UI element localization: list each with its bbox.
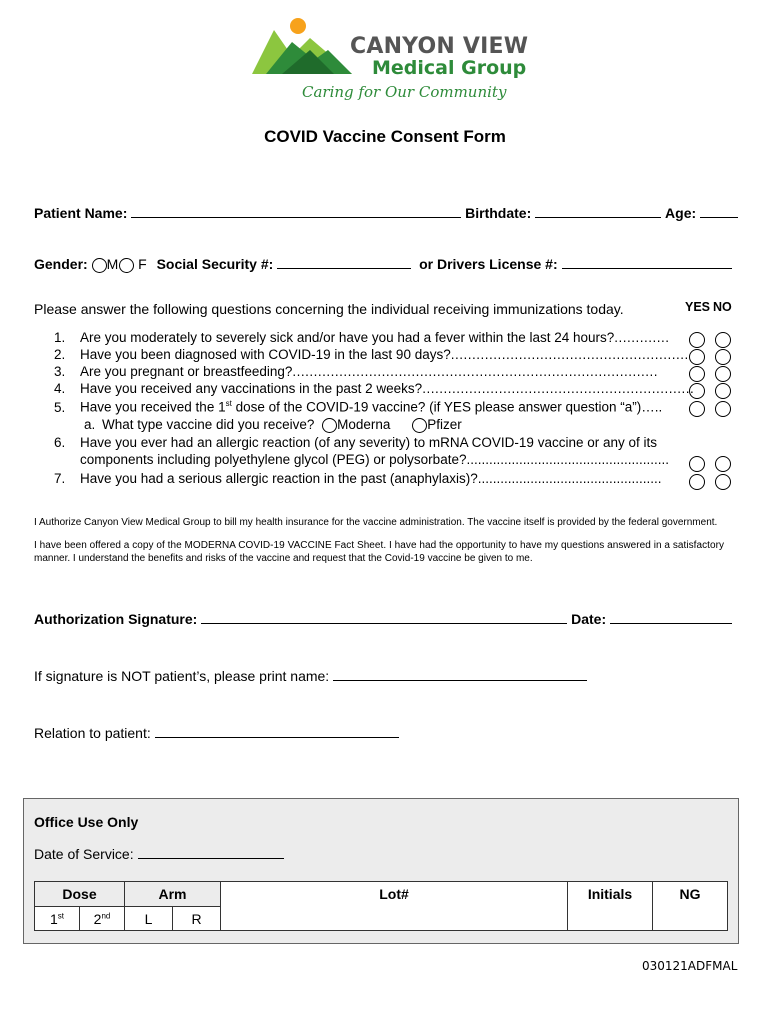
initials-header: Initials xyxy=(568,882,653,907)
question-text: Are you pregnant or breastfeeding? xyxy=(80,364,293,379)
auth-signature-field[interactable] xyxy=(201,611,567,624)
fact-sheet-text: I have been offered a copy of the MODERNA COVID-19 VACCINE Fact Sheet. I have had the opportunity to have my questions answered in a satisfactory manner. I understand the benefits and risks of the vaccine and request that the Covid-19 vaccine be given to me. xyxy=(34,540,725,564)
age-field[interactable] xyxy=(700,205,738,218)
gender-m-label: M xyxy=(106,256,119,272)
question-4: 4. Have you received any vaccinations in the past 2 weeks?................................................................ xyxy=(54,381,695,396)
logo-mountain-icon xyxy=(252,16,352,76)
yes-header: YES xyxy=(685,300,711,314)
patient-name-field[interactable] xyxy=(131,205,461,218)
logo-name: CANYON VIEW xyxy=(350,34,529,59)
logo-subname: Medical Group xyxy=(372,57,527,79)
authorize-text: I Authorize Canyon View Medical Group to bill my health insurance for the vaccine administration. The vaccine itself is provided by the federal government. xyxy=(34,517,718,528)
relation-field[interactable] xyxy=(155,725,399,738)
drivers-license-label: or Drivers License #: xyxy=(419,256,558,272)
lot-cell[interactable] xyxy=(221,907,568,931)
q5-yes-radio[interactable] xyxy=(689,401,705,417)
gender-m-radio[interactable] xyxy=(92,258,107,273)
initials-cell[interactable] xyxy=(568,907,653,931)
q2-yes-radio[interactable] xyxy=(689,349,705,365)
office-title: Office Use Only xyxy=(34,814,139,830)
gender-row xyxy=(34,256,732,273)
age-label: Age: xyxy=(665,205,697,221)
print-name-label: If signature is NOT patient’s, please print name: xyxy=(34,668,330,684)
ng-header: NG xyxy=(653,882,728,907)
question-text: Are you moderately to severely sick and/or have you had a fever within the last 24 hours? xyxy=(80,330,615,345)
patient-name-label: Patient Name: xyxy=(34,205,128,221)
question-5a: a. What type vaccine did you receive? Moderna Pfizer xyxy=(84,417,462,432)
instructions: Please answer the following questions concerning the individual receiving immunizations today. xyxy=(34,301,624,317)
q2-no-radio[interactable] xyxy=(715,349,731,365)
question-1: 1. Are you moderately to severely sick and/or have you had a fever within the last 24 hours?............. xyxy=(54,330,670,345)
q3-yes-radio[interactable] xyxy=(689,366,705,382)
date-field[interactable] xyxy=(610,611,732,624)
q3-no-radio[interactable] xyxy=(715,366,731,382)
question-2: 2. Have you been diagnosed with COVID-19 in the last 90 days?........................................................ xyxy=(54,347,689,362)
relation-label: Relation to patient: xyxy=(34,725,151,741)
birthdate-label: Birthdate: xyxy=(465,205,532,221)
dose-1st-cell[interactable]: 1st xyxy=(35,907,80,931)
form-code: 030121ADFMAL xyxy=(642,959,738,973)
gender-f-label: F xyxy=(138,256,147,272)
moderna-radio[interactable] xyxy=(322,418,337,433)
signature-row xyxy=(34,611,732,627)
question-7: 7. Have you had a serious allergic reaction in the past (anaphylaxis)?................................................. xyxy=(54,471,662,486)
drivers-license-field[interactable] xyxy=(562,256,732,269)
patient-info-row xyxy=(34,205,738,221)
gender-f-radio[interactable] xyxy=(119,258,134,273)
question-6-cont: components including polyethylene glycol (PEG) or polysorbate?...................................................... xyxy=(80,452,670,467)
office-use-box xyxy=(23,798,739,944)
q5-no-radio[interactable] xyxy=(715,401,731,417)
question-text: Have you received any vaccinations in the past 2 weeks? xyxy=(80,381,423,396)
dose-2nd-cell[interactable]: 2nd xyxy=(80,907,125,931)
q7-no-radio[interactable] xyxy=(715,474,731,490)
gender-label: Gender: xyxy=(34,256,88,272)
print-name-row xyxy=(34,668,587,684)
q6-no-radio[interactable] xyxy=(715,456,731,472)
print-name-field[interactable] xyxy=(333,668,587,681)
auth-signature-label: Authorization Signature: xyxy=(34,611,198,627)
q7-yes-radio[interactable] xyxy=(689,474,705,490)
dose-table xyxy=(34,881,728,931)
ssn-field[interactable] xyxy=(277,256,411,269)
q6-yes-radio[interactable] xyxy=(689,456,705,472)
arm-header: Arm xyxy=(125,882,221,907)
arm-left-cell[interactable]: L xyxy=(125,907,173,931)
lot-header: Lot# xyxy=(221,882,568,907)
question-6: 6. Have you ever had an allergic reaction (of any severity) to mRNA COVID-19 vaccine or any of its xyxy=(54,435,657,450)
q4-no-radio[interactable] xyxy=(715,383,731,399)
dose-header: Dose xyxy=(35,882,125,907)
date-of-service-field[interactable] xyxy=(138,846,284,859)
date-label: Date: xyxy=(571,611,607,627)
no-header: NO xyxy=(713,300,732,314)
relation-row xyxy=(34,725,399,741)
logo-tagline: Caring for Our Community xyxy=(302,83,507,101)
date-of-service-row: Date of Service: xyxy=(34,846,284,862)
arm-right-cell[interactable]: R xyxy=(173,907,221,931)
q1-yes-radio[interactable] xyxy=(689,332,705,348)
question-5: 5. Have you received the 1st dose of the COVID-19 vaccine? (if YES please answer question “a”)….. xyxy=(54,399,663,415)
birthdate-field[interactable] xyxy=(535,205,661,218)
q1-no-radio[interactable] xyxy=(715,332,731,348)
pfizer-radio[interactable] xyxy=(412,418,427,433)
question-text: Have you been diagnosed with COVID-19 in the last 90 days? xyxy=(80,347,451,362)
page-title: COVID Vaccine Consent Form xyxy=(264,127,506,146)
ng-cell[interactable] xyxy=(653,907,728,931)
ssn-label: Social Security #: xyxy=(156,256,274,272)
question-3: 3. Are you pregnant or breastfeeding?...................................................................................... xyxy=(54,364,658,379)
q4-yes-radio[interactable] xyxy=(689,383,705,399)
